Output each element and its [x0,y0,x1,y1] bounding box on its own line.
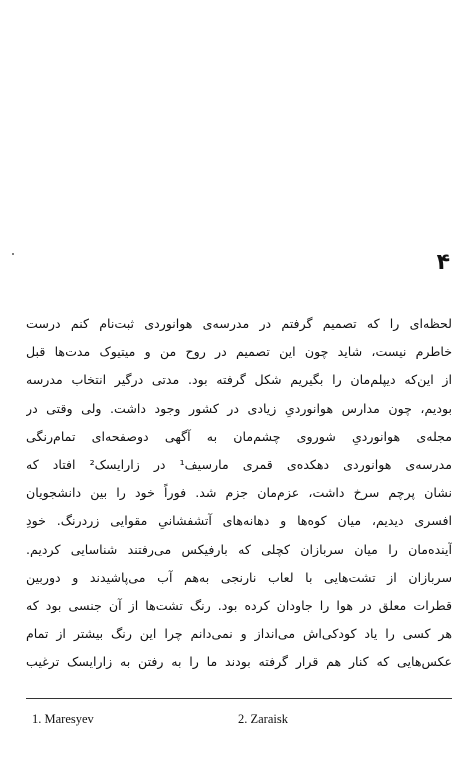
text-line: از این‌که دیپلم‌مان را بگیریم شکل گرفته بود. مدتی درگیر انتخاب مدرسه [26,372,452,388]
text-line: قطرات معلق در هوا را جاودان کرده بود. رنگ تشت‌ها از آن جنسی بود که [26,597,452,613]
footnote-2: 2. Zaraisk [238,712,288,726]
footnote-1: 1. Maresyev [32,712,94,726]
body-paragraph [26,310,452,676]
chapter-number: ۴ [436,250,450,275]
footnote-divider [26,698,452,699]
text-line: افسری دیدیم، میان کوه‌ها و دهانه‌های آتشفشانیِ مقوایی زردرنگ. خودِ [26,513,452,529]
text-line: بودیم، چون مدارس هوانوردیِ زیادی در کشور وجود داشت. ولی وقتی در [26,400,452,416]
text-line: خاطرم نیست، شاید چون این تصمیم در روح من و میتیوک مدت‌ها قبل [26,344,452,360]
text-line: لحظه‌ای را که تصمیم گرفتم در مدرسه‌ی هوانوردی ثبت‌نام کنم درست [26,316,452,331]
text-line: عکس‌هایی که کنار هم قرار گرفته بودند ما را به رفتن به زارایسک ترغیب [26,654,452,670]
text-line: سربازان از تشت‌هایی با لعاب نارنجی به‌هم آب می‌پاشیدند و دوربین [26,569,452,585]
text-line: مجله‌ی هوانوردیِ شوروی چشم‌مان به آگهی دوصفحه‌ای تمام‌رنگی [26,428,452,444]
text-line: نشان پرچم سرخ داشت، عزم‌مان جزم شد. فوراً خود را بین دانشجویان [26,485,452,501]
text-line: آینده‌مان را میان سربازان کچلی که بارفیکس می‌رفتند شناسایی کردیم. [26,541,452,557]
scan-speck [12,253,14,255]
text-line: مدرسه‌ی هوانوردی دهکده‌ی قمری مارسیف¹ در زارایسک² افتاد که [26,456,452,472]
text-line: هر کسی را یاد کودکی‌اش می‌انداز و نمی‌دانم چرا این رنگ بیشتر از تمام [26,626,452,642]
